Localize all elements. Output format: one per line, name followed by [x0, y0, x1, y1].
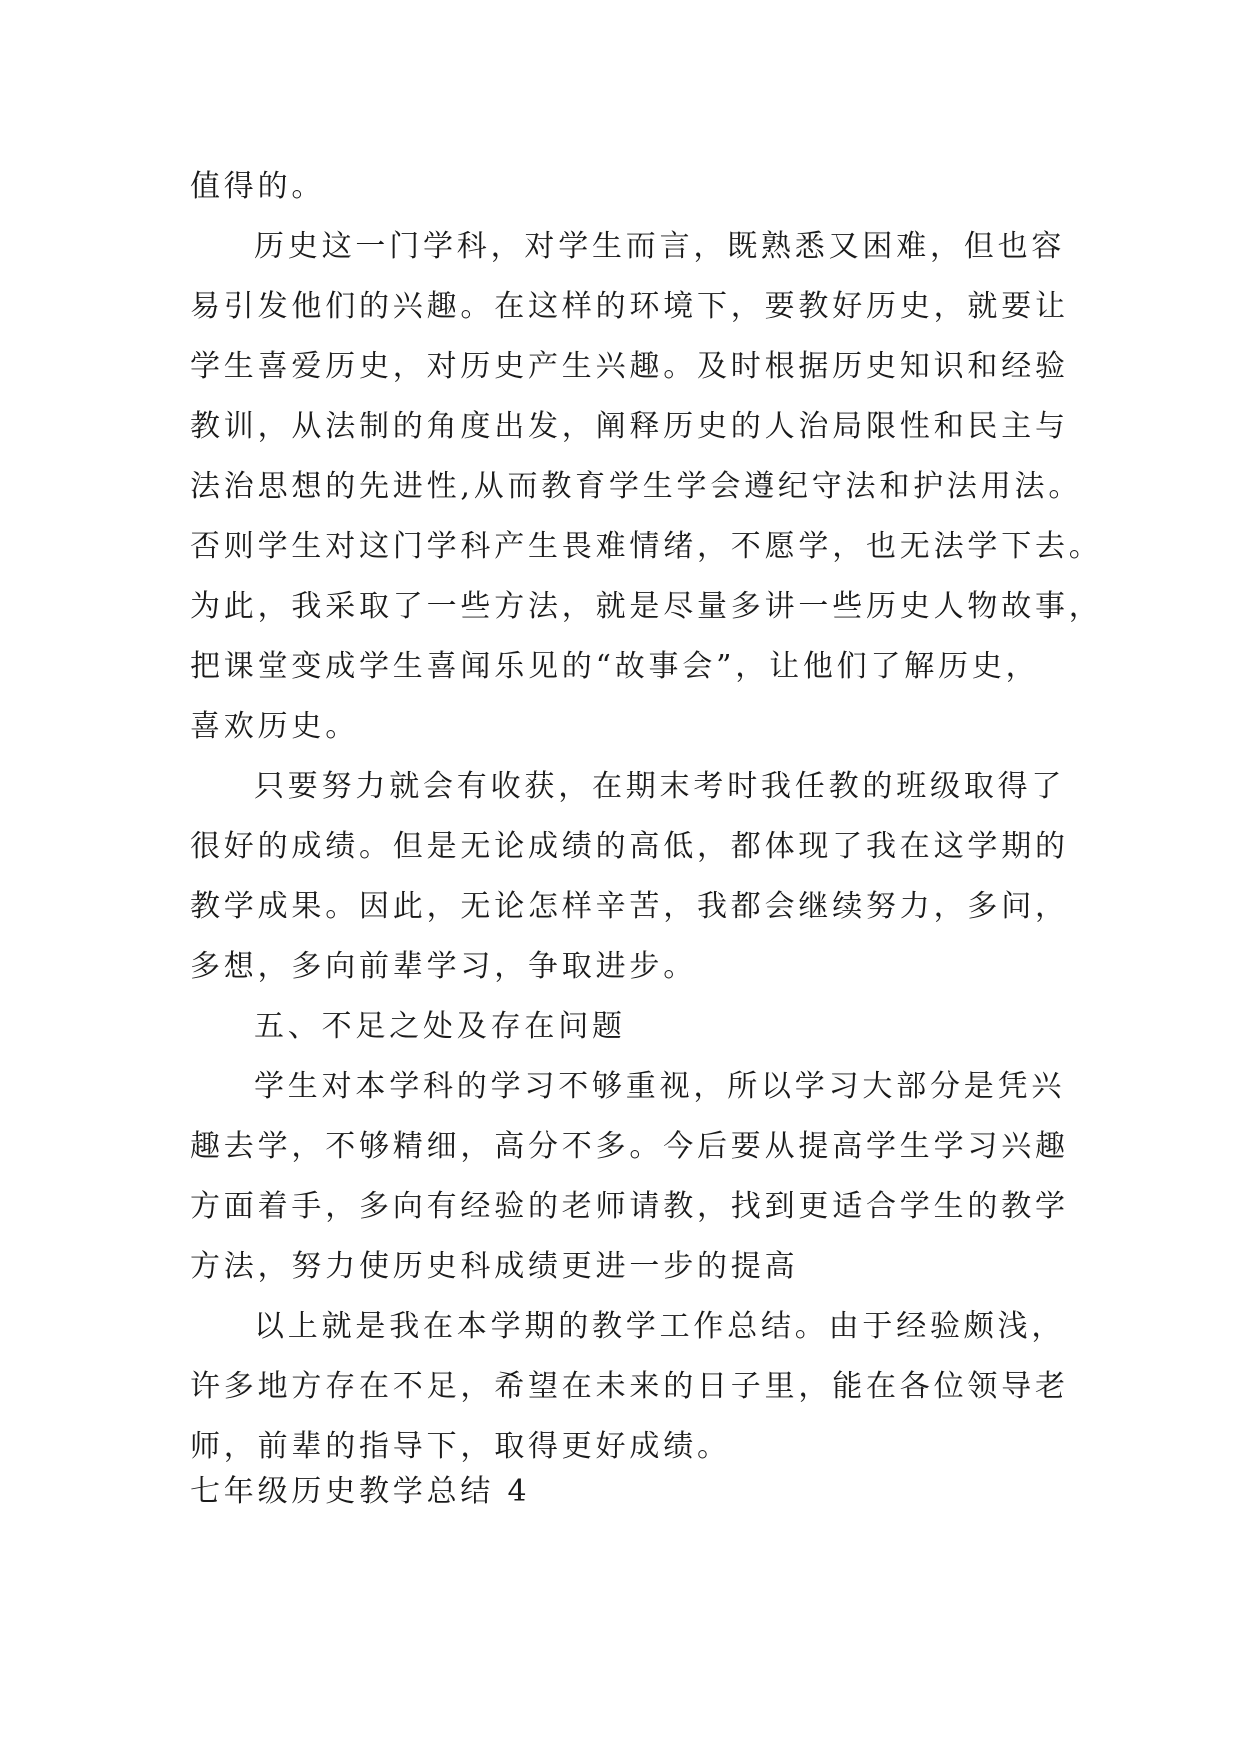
text-line: 只要努力就会有收获，在期末考时我任教的班级取得了	[254, 769, 1066, 804]
text-line: 很好的成绩。但是无论成绩的高低，都体现了我在这学期的	[190, 829, 1069, 864]
text-line: 许多地方存在不足，希望在未来的日子里，能在各位领导老	[190, 1369, 1069, 1404]
text-line: 方法，努力使历史科成绩更进一步的提高	[190, 1249, 799, 1284]
text-line: 趣去学，不够精细，高分不多。今后要从提高学生学习兴趣	[190, 1129, 1069, 1164]
text-line: 把课堂变成学生喜闻乐见的“故事会”，让他们了解历史，	[190, 649, 1040, 684]
text-line: 教学成果。因此，无论怎样辛苦，我都会继续努力，多问，	[190, 889, 1069, 924]
text-line: 历史这一门学科，对学生而言，既熟悉又困难，但也容	[254, 229, 1066, 264]
text-line: 学生喜爱历史，对历史产生兴趣。及时根据历史知识和经验	[190, 349, 1069, 384]
text-line: 学生对本学科的学习不够重视，所以学习大部分是凭兴	[254, 1069, 1066, 1104]
text-line: 否则学生对这门学科产生畏难情绪，不愿学，也无法学下去。	[190, 529, 1103, 564]
text-line: 师，前辈的指导下，取得更好成绩。	[190, 1429, 731, 1464]
text-line: 为此，我采取了一些方法，就是尽量多讲一些历史人物故事，	[190, 589, 1103, 624]
text-line: 值得的。	[190, 169, 326, 204]
text-line: 多想，多向前辈学习，争取进步。	[190, 949, 697, 984]
text-line: 教训，从法制的角度出发，阐释历史的人治局限性和民主与	[190, 409, 1069, 444]
text-line: 以上就是我在本学期的教学工作总结。由于经验颇浅，	[254, 1309, 1066, 1344]
text-line: 五、不足之处及存在问题	[254, 1009, 626, 1044]
text-line: 法治思想的先进性,从而教育学生学会遵纪守法和护法用法。	[190, 469, 1083, 504]
text-line: 喜欢历史。	[190, 709, 359, 744]
text-line: 方面着手，多向有经验的老师请教，找到更适合学生的教学	[190, 1189, 1069, 1224]
text-line: 易引发他们的兴趣。在这样的环境下，要教好历史，就要让	[190, 289, 1069, 324]
section-title: 七年级历史教学总结 4	[190, 1474, 531, 1509]
body-text	[190, 157, 1103, 1477]
